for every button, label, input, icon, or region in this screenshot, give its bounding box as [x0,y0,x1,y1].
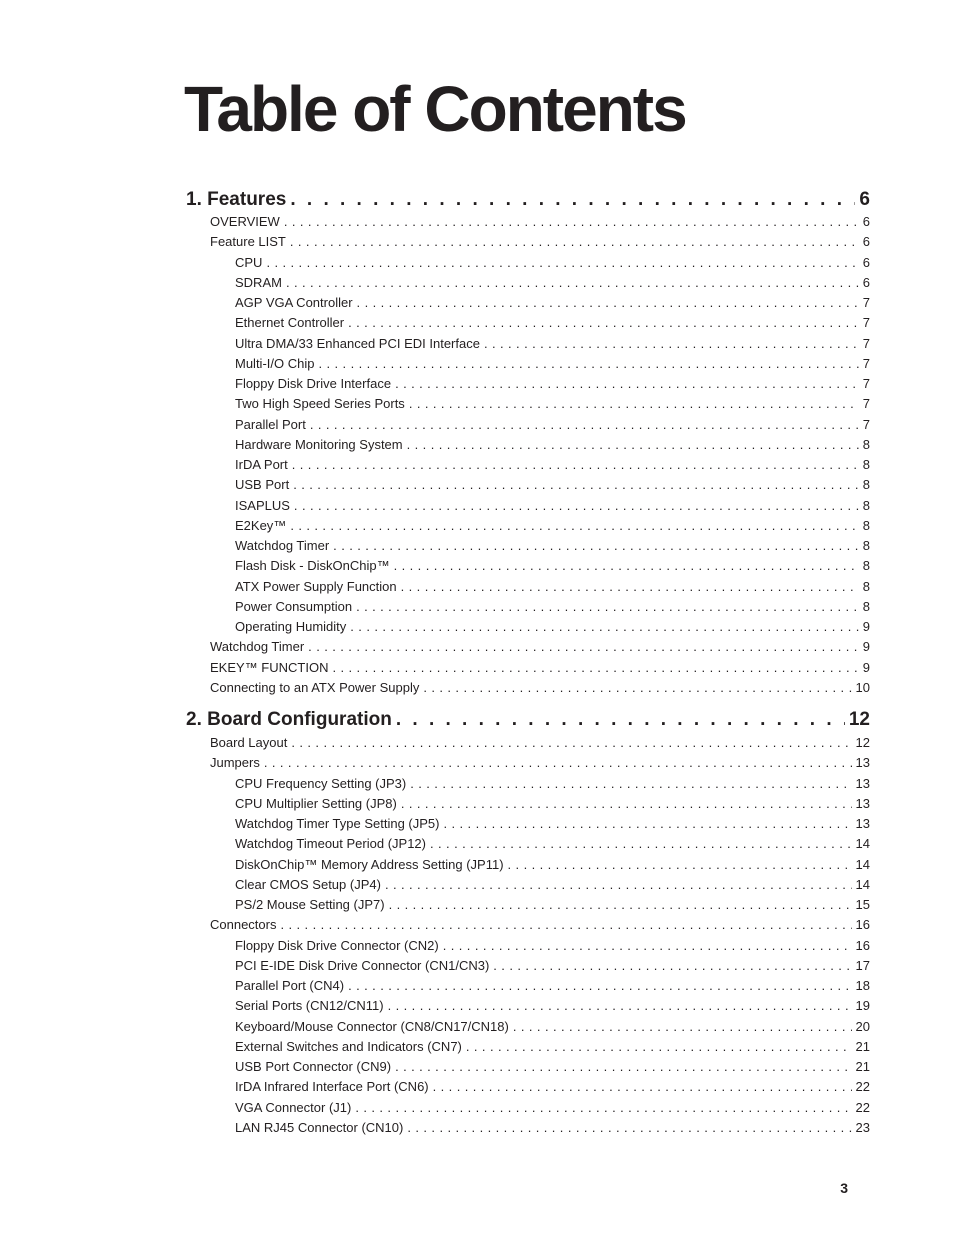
toc-entry-label: Ethernet Controller [235,315,345,331]
toc-entry-label: Connectors [210,917,277,933]
dot-leader [401,579,859,595]
toc-subentry[interactable] [235,1079,870,1095]
toc-entry-label: Watchdog Timer [210,639,305,655]
dot-leader [493,958,851,974]
dot-leader [484,336,859,352]
toc-page-number: 21 [855,1059,870,1074]
toc-entry-label: Clear CMOS Setup (JP4) [235,876,381,892]
toc-entry-label: Two High Speed Series Ports [235,396,405,412]
dot-leader [333,538,859,554]
toc-entry-label: Watchdog Timer Type Setting (JP5) [235,816,440,831]
toc-page-number: 7 [862,416,870,432]
toc-page-number: 23 [855,1119,870,1135]
toc-entry-label: Jumpers [210,755,260,771]
toc-entry-label: CPU Frequency Setting (JP3) [235,775,407,791]
dot-leader [308,639,859,655]
toc-page-number: 15 [855,897,870,912]
toc-subentry[interactable] [235,518,870,534]
dot-leader [280,917,851,933]
dot-leader [348,315,859,331]
toc-entry-label: SDRAM [235,274,282,290]
toc-page-number: 13 [855,775,870,791]
dot-leader [466,1039,852,1055]
toc-subentry[interactable] [235,619,870,635]
dot-leader [290,234,859,250]
toc-entry-label: IrDA Port [235,457,288,472]
toc-subentry[interactable] [235,1100,870,1116]
toc-page-number: 8 [862,578,870,594]
toc-page-number: 8 [862,517,870,533]
dot-leader [290,518,858,534]
dot-leader [266,255,858,271]
toc-subentry[interactable] [235,998,870,1014]
toc-page-number: 9 [862,659,870,675]
toc-subentry[interactable] [235,897,870,913]
dot-leader [264,755,852,771]
toc-entry-label: USB Port [235,477,290,493]
toc-subentry[interactable] [235,836,870,852]
toc-entry[interactable] [210,735,870,751]
toc-page-number: 7 [862,396,870,412]
toc-entry-label: PS/2 Mouse Setting (JP7) [235,897,385,912]
toc-entry-label: CPU [235,254,263,270]
dot-leader [410,776,851,792]
toc-subentry[interactable] [235,255,870,271]
toc-entry-label: Feature LIST [210,234,286,250]
dot-leader [357,295,859,311]
dot-leader [389,897,852,913]
toc-page-number: 7 [862,315,870,331]
toc-subentry[interactable] [235,599,870,615]
toc-subentry[interactable] [235,336,870,352]
toc-subentry[interactable] [235,558,870,574]
toc-page-number: 8 [862,497,870,513]
toc-page-number: 6 [862,234,870,250]
toc-entry-label: Power Consumption [235,598,353,614]
toc-entry-label: Ultra DMA/33 Enhanced PCI EDI Interface [235,335,480,351]
toc-entry-label: Keyboard/Mouse Connector (CN8/CN17/CN18) [235,1018,509,1034]
dot-leader [396,709,845,731]
toc-page-number: 8 [862,598,870,614]
dot-leader [310,417,859,433]
toc-page-number: 6 [862,214,870,229]
toc-subentry[interactable] [235,1039,870,1055]
toc-page-number: 8 [862,477,870,493]
dot-leader [443,938,852,954]
dot-leader [395,1059,851,1075]
dot-leader [443,816,851,832]
toc-page-number: 13 [855,755,870,771]
toc-entry[interactable] [210,755,870,771]
toc-entry-label: ISAPLUS [235,497,290,513]
dot-leader [294,498,859,514]
toc-page-number: 8 [862,558,870,574]
toc-entry-label: Parallel Port [235,416,306,432]
toc-page-number: 22 [855,1099,870,1115]
toc-page-number: 13 [855,795,870,811]
toc-page-number: 12 [848,709,870,730]
toc-entry-label: External Switches and Indicators (CN7) [235,1038,462,1054]
toc-page-number: 7 [862,376,870,391]
toc-subentry[interactable] [235,1059,870,1075]
toc-entry-label: PCI E-IDE Disk Drive Connector (CN1/CN3) [235,957,490,973]
toc-entry-label: Board Layout [210,735,288,750]
toc-page-number: 16 [855,917,870,933]
dot-leader [385,877,852,893]
toc-page-number: 9 [862,619,870,634]
toc-page-number: 7 [862,355,870,371]
dot-leader [388,998,852,1014]
toc-subentry[interactable] [235,877,870,893]
dot-leader [513,1019,852,1035]
dot-leader [394,558,859,574]
toc-entry-label: USB Port Connector (CN9) [235,1059,392,1074]
dot-leader [350,619,858,635]
toc-page-number: 13 [855,816,870,831]
toc-subentry[interactable] [235,477,870,493]
toc-page-number: 8 [862,538,870,553]
toc-page-number: 16 [855,937,870,953]
dot-leader [292,457,859,473]
toc-subentry[interactable] [235,978,870,994]
dot-leader [293,477,859,493]
dot-leader [407,1120,851,1136]
dot-leader [430,836,852,852]
toc-entry-label: DiskOnChip™ Memory Address Setting (JP11) [235,856,504,872]
toc-entry-label: Flash Disk - DiskOnChip™ [235,558,390,574]
toc-subentry[interactable] [235,417,870,433]
toc-entry-label: Floppy Disk Drive Connector (CN2) [235,937,439,953]
toc-entry[interactable] [210,680,870,696]
toc-entry-label: Parallel Port (CN4) [235,978,345,993]
toc-entry-label: CPU Multiplier Setting (JP8) [235,795,397,811]
dot-leader [355,1100,851,1116]
toc-entry-label: Operating Humidity [235,619,347,634]
toc-subentry[interactable] [235,315,870,331]
toc-entry-label: Serial Ports (CN12/CN11) [235,998,384,1014]
toc-subentry[interactable] [235,538,870,554]
dot-leader [291,735,851,751]
dot-leader [433,1079,852,1095]
toc-entry-label: Watchdog Timeout Period (JP12) [235,836,426,852]
toc-entry-label: ATX Power Supply Function [235,578,397,594]
toc-page-number: 8 [862,436,870,452]
toc-subentry[interactable] [235,376,870,392]
toc-entry[interactable] [210,214,870,230]
toc-subentry[interactable] [235,958,870,974]
toc-subentry[interactable] [235,498,870,514]
toc-entry-label: Multi-I/O Chip [235,355,315,371]
dot-leader [356,599,859,615]
toc-page-number: 6 [862,254,870,270]
toc-page-number: 14 [855,876,870,892]
toc-section-heading[interactable] [186,709,870,731]
toc-subentry[interactable] [235,275,870,291]
toc-entry-label: VGA Connector (J1) [235,1099,352,1115]
toc-page-number: 6 [862,274,870,290]
dot-leader [348,978,851,994]
toc-subentry[interactable] [235,437,870,453]
toc-section-heading[interactable] [186,189,870,211]
page-number: 3 [840,1180,848,1196]
toc-entry-label: E2Key™ [235,517,287,533]
toc-subentry[interactable] [235,579,870,595]
toc-subentry[interactable] [235,295,870,311]
dot-leader [395,376,859,392]
toc-page-number: 19 [855,998,870,1014]
toc-subentry[interactable] [235,356,870,372]
dot-leader [423,680,851,696]
toc-page-number: 22 [855,1079,870,1095]
toc-subentry[interactable] [235,938,870,954]
toc-page-number: 21 [855,1038,870,1054]
toc-entry-label: Hardware Monitoring System [235,436,403,452]
toc-page-number: 14 [855,836,870,852]
toc-subentry[interactable] [235,1019,870,1035]
toc-page-number: 14 [855,856,870,872]
toc-entry-label: EKEY™ FUNCTION [210,659,329,675]
toc-page-number: 18 [855,978,870,993]
dot-leader [332,660,858,676]
toc-subentry[interactable] [235,857,870,873]
toc-entry-label: Watchdog Timer [235,538,330,553]
toc-page-number: 6 [859,189,870,210]
toc-subentry[interactable] [235,1120,870,1136]
toc-page-number: 17 [855,957,870,973]
toc-entry-label: 1. Features [186,189,287,210]
dot-leader [284,214,859,230]
dot-leader [407,437,859,453]
toc-page-number: 8 [862,457,870,472]
toc-entry[interactable] [210,917,870,933]
dot-leader [318,356,858,372]
toc-entry[interactable] [210,234,870,250]
toc-entry-label: OVERVIEW [210,214,280,229]
toc-page-number: 10 [855,679,870,695]
toc-page-number: 9 [862,639,870,655]
toc-entry[interactable] [210,639,870,655]
toc-entry-label: 2. Board Configuration [186,709,392,730]
toc-entry-label: LAN RJ45 Connector (CN10) [235,1119,404,1135]
toc-subentry[interactable] [235,457,870,473]
toc-page-number: 7 [862,295,870,310]
toc-subentry[interactable] [235,816,870,832]
dot-leader [286,275,859,291]
dot-leader [401,796,852,812]
toc-entry[interactable] [210,660,870,676]
toc-subentry[interactable] [235,796,870,812]
toc-page-number: 7 [862,335,870,351]
dot-leader [508,857,852,873]
toc-subentry[interactable] [235,396,870,412]
toc-entry-label: IrDA Infrared Interface Port (CN6) [235,1079,429,1095]
dot-leader [409,396,859,412]
toc-entry-label: Connecting to an ATX Power Supply [210,679,420,695]
dot-leader [290,189,855,211]
toc-page-number: 12 [855,735,870,750]
toc-page-number: 20 [855,1018,870,1034]
toc-entry-label: AGP VGA Controller [235,295,353,310]
toc-entry-label: Floppy Disk Drive Interface [235,376,392,391]
toc-subentry[interactable] [235,776,870,792]
page-title: Table of Contents [184,73,686,145]
